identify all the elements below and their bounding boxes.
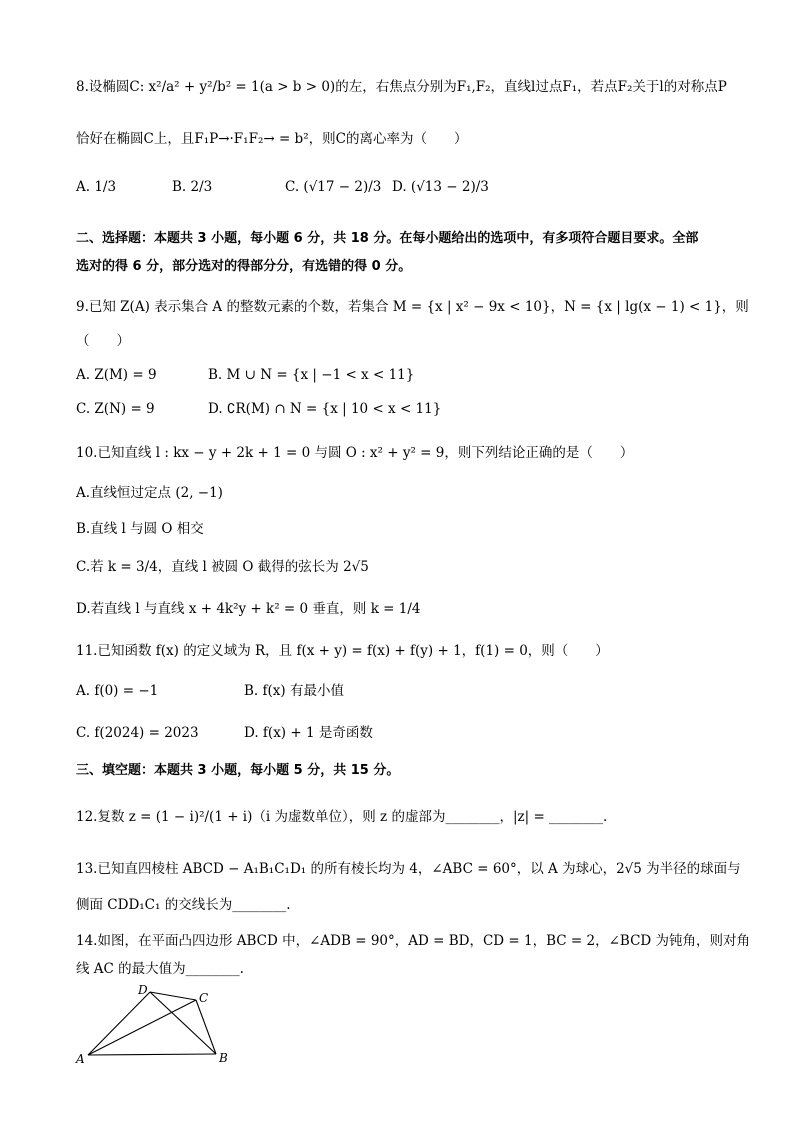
segment-ab bbox=[88, 1054, 216, 1055]
q11-option-b: B. f(x) 有最小值 bbox=[244, 683, 344, 699]
q10-option-b: B.直线 l 与圆 O 相交 bbox=[76, 521, 204, 537]
segment-cb bbox=[196, 1000, 216, 1054]
q11-option-d: D. f(x) + 1 是奇函数 bbox=[244, 725, 373, 741]
segment-ad bbox=[88, 992, 150, 1055]
label-c: C bbox=[199, 991, 209, 1005]
section2-heading: 二、选择题：本题共 3 小题，每小题 6 分，共 18 分。在每小题给出的选项中，有多项符合题目要求。全部 bbox=[76, 231, 699, 246]
q8-option-d: D. (√13 − 2)/3 bbox=[392, 179, 489, 195]
q13-line1: 13.已知直四棱柱 ABCD − A₁B₁C₁D₁ 的所有棱长均为 4，∠ABC = 60°，以 A 为球心，2√5 为半径的球面与 bbox=[76, 861, 741, 877]
q14-line1: 14.如图，在平面凸四边形 ABCD 中，∠ADB = 90°，AD = BD，CD = 1，BC = 2，∠BCD 为钝角，则对角 bbox=[76, 933, 751, 949]
q8-option-c: C. (√17 − 2)/3 bbox=[285, 179, 382, 195]
q10-option-a: A.直线恒过定点 (2, −1) bbox=[76, 485, 223, 501]
q9-line1: 9.已知 Z(A) 表示集合 A 的整数元素的个数，若集合 M = {x | x² − 9x < 10}，N = {x | lg(x − 1) < 1}，则 bbox=[76, 299, 749, 315]
q10-option-c: C.若 k = 3/4，直线 l 被圆 O 截得的弦长为 2√5 bbox=[76, 559, 369, 575]
section2-heading-cont: 选对的得 6 分，部分选对的得部分分，有选错的得 0 分。 bbox=[76, 259, 412, 274]
diagonal-ac bbox=[88, 1000, 196, 1055]
q12-line1: 12.复数 z = (1 − i)²/(1 + i)（i 为虚数单位），则 z 的虚部为________，|z| = ________. bbox=[76, 809, 608, 825]
q8-option-a: A. 1/3 bbox=[76, 179, 117, 195]
section3-heading: 三、填空题：本题共 3 小题，每小题 5 分，共 15 分。 bbox=[76, 763, 400, 778]
q9-line2: （ ） bbox=[76, 333, 130, 349]
q9-option-c: C. Z(N) = 9 bbox=[76, 401, 155, 417]
label-a: A bbox=[76, 1052, 85, 1066]
quadrilateral-figure bbox=[70, 980, 240, 1070]
q9-option-b: B. M ∪ N = {x | −1 < x < 11} bbox=[208, 367, 415, 383]
q11-line1: 11.已知函数 f(x) 的定义域为 R，且 f(x + y) = f(x) + f(y) + 1，f(1) = 0，则（ ） bbox=[76, 643, 609, 659]
q11-option-a: A. f(0) = −1 bbox=[76, 683, 159, 699]
label-d: D bbox=[138, 983, 148, 997]
q9-option-d: D. ∁R(M) ∩ N = {x | 10 < x < 11} bbox=[208, 401, 442, 417]
q14-line2: 线 AC 的最大值为________. bbox=[76, 961, 244, 977]
label-b: B bbox=[219, 1051, 228, 1065]
q11-option-c: C. f(2024) = 2023 bbox=[76, 725, 199, 741]
q10-option-d: D.若直线 l 与直线 x + 4k²y + k² = 0 垂直，则 k = 1/4 bbox=[76, 601, 421, 617]
q8-line1: 8.设椭圆C: x²/a² + y²/b² = 1(a > b > 0)的左，右焦点分别为F₁,F₂，直线l过点F₁，若点F₂关于l的对称点P bbox=[76, 79, 727, 95]
q9-option-a: A. Z(M) = 9 bbox=[76, 367, 157, 383]
q8-option-b: B. 2/3 bbox=[172, 179, 213, 195]
q10-line1: 10.已知直线 l : kx − y + 2k + 1 = 0 与圆 O : x² + y² = 9，则下列结论正确的是（ ） bbox=[76, 445, 634, 461]
q8-line2: 恰好在椭圆C上，且F₁P→·F₁F₂→ = b²，则C的离心率为（ ） bbox=[76, 131, 468, 147]
q13-line2: 侧面 CDD₁C₁ 的交线长为________. bbox=[76, 897, 291, 913]
